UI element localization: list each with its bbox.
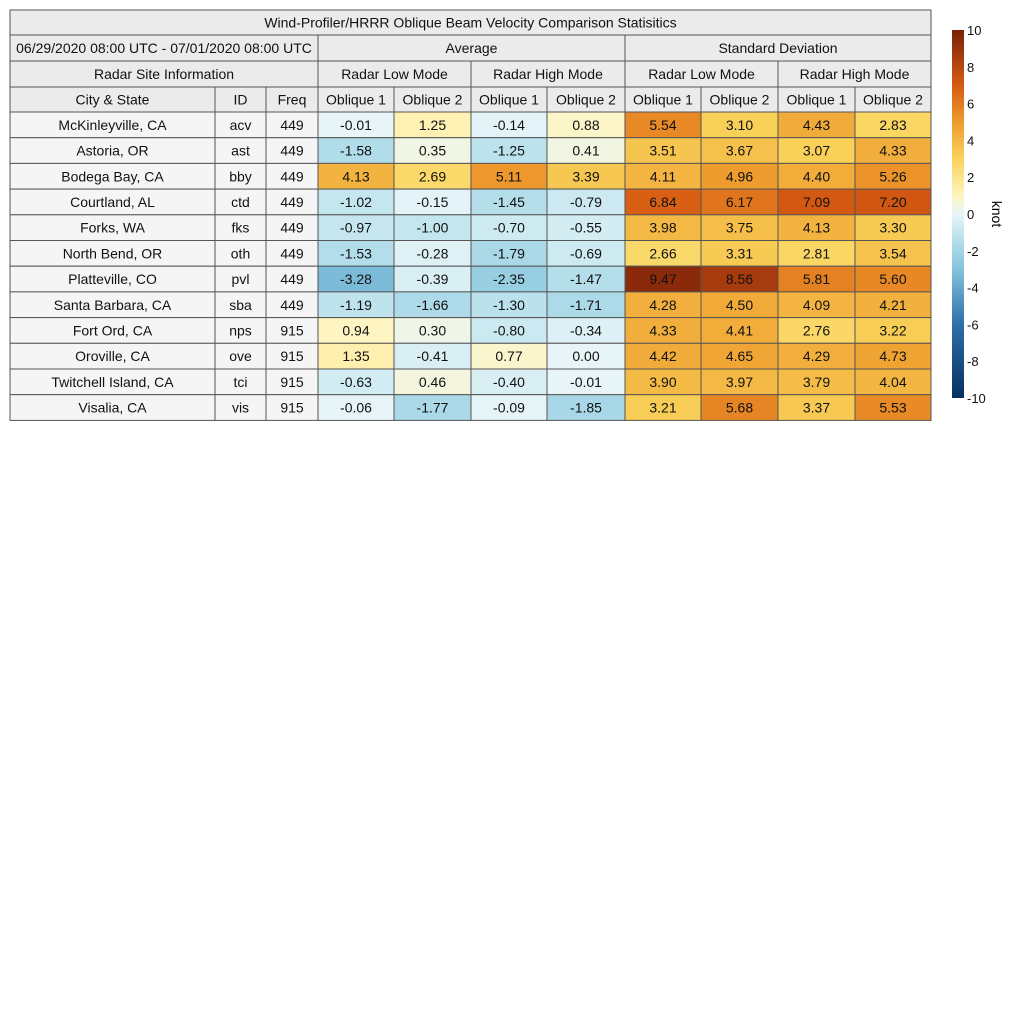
value-sba-2: -1.30 — [493, 296, 525, 313]
site-freq: 449 — [280, 193, 304, 210]
value-acv-3: 0.88 — [572, 116, 600, 133]
value-vis-2: -0.09 — [493, 399, 525, 416]
value-bby-1: 2.69 — [418, 168, 447, 185]
value-ctd-6: 7.09 — [802, 193, 831, 210]
value-ctd-3: -0.79 — [570, 193, 602, 210]
city-label: Courtland, AL — [70, 193, 155, 210]
avg-high-mode-header: Radar High Mode — [493, 66, 603, 82]
value-ove-0: 1.35 — [342, 348, 370, 365]
value-bby-4: 4.11 — [649, 168, 677, 185]
column-header-9: Oblique 1 — [786, 91, 847, 108]
colorbar-tick: 6 — [967, 96, 975, 112]
value-sba-5: 4.50 — [725, 296, 754, 313]
site-id: fks — [231, 219, 250, 236]
value-nps-4: 4.33 — [649, 322, 677, 339]
site-id: pvl — [231, 271, 250, 288]
colorbar — [940, 20, 1020, 405]
colorbar-tick: -4 — [967, 280, 979, 296]
value-ove-6: 4.29 — [802, 348, 831, 365]
value-vis-7: 5.53 — [879, 399, 907, 416]
value-nps-5: 4.41 — [725, 322, 754, 339]
city-label: Forks, WA — [80, 219, 145, 236]
column-header-5: Oblique 1 — [479, 91, 539, 108]
period-label: 06/29/2020 08:00 UTC - 07/01/2020 08:00 UTC — [16, 40, 312, 56]
value-ove-1: -0.41 — [416, 348, 449, 365]
site-id: ove — [229, 348, 252, 365]
average-header: Average — [445, 40, 498, 56]
value-ove-2: 0.77 — [495, 348, 523, 365]
site-id: acv — [229, 116, 252, 133]
value-acv-0: -0.01 — [340, 116, 372, 133]
value-ast-0: -1.58 — [340, 142, 372, 159]
value-tci-0: -0.63 — [340, 373, 372, 390]
city-label: McKinleyville, CA — [58, 116, 167, 133]
value-acv-5: 3.10 — [725, 116, 754, 133]
value-pvl-4: 9.47 — [649, 271, 677, 288]
column-header-7: Oblique 1 — [633, 91, 693, 108]
value-tci-1: 0.46 — [418, 373, 447, 390]
value-fks-2: -0.70 — [493, 219, 525, 236]
value-oth-7: 3.54 — [879, 245, 907, 262]
value-tci-7: 4.04 — [879, 373, 907, 390]
site-id: vis — [231, 399, 250, 416]
value-vis-1: -1.77 — [416, 399, 449, 416]
site-freq: 915 — [280, 322, 304, 339]
value-pvl-3: -1.47 — [570, 271, 602, 288]
value-nps-7: 3.22 — [879, 322, 907, 339]
value-ast-4: 3.51 — [649, 142, 677, 159]
value-acv-7: 2.83 — [879, 116, 907, 133]
value-bby-2: 5.11 — [495, 168, 523, 185]
std-low-mode-header: Radar Low Mode — [648, 66, 755, 82]
value-ove-7: 4.73 — [879, 348, 907, 365]
value-pvl-1: -0.39 — [416, 271, 449, 288]
value-vis-3: -1.85 — [570, 399, 602, 416]
value-sba-3: -1.71 — [570, 296, 602, 313]
value-tci-2: -0.40 — [493, 373, 525, 390]
value-sba-6: 4.09 — [802, 296, 831, 313]
value-acv-6: 4.43 — [802, 116, 831, 133]
value-ctd-1: -0.15 — [416, 193, 449, 210]
site-freq: 449 — [280, 168, 304, 185]
value-ctd-5: 6.17 — [725, 193, 754, 210]
value-vis-0: -0.06 — [340, 399, 372, 416]
value-ove-5: 4.65 — [725, 348, 754, 365]
value-oth-4: 2.66 — [649, 245, 677, 262]
value-ctd-0: -1.02 — [340, 193, 372, 210]
value-bby-7: 5.26 — [879, 168, 907, 185]
column-header-4: Oblique 2 — [402, 91, 463, 108]
value-bby-0: 4.13 — [342, 168, 370, 185]
city-label: Platteville, CO — [68, 271, 157, 288]
site-id: tci — [233, 373, 248, 390]
value-ast-1: 0.35 — [418, 142, 447, 159]
value-vis-5: 5.68 — [725, 399, 754, 416]
value-pvl-6: 5.81 — [802, 271, 831, 288]
city-label: North Bend, OR — [62, 245, 163, 262]
value-pvl-0: -3.28 — [340, 271, 372, 288]
site-id: bby — [229, 168, 252, 185]
column-header-0: City & State — [75, 91, 150, 108]
avg-low-mode-header: Radar Low Mode — [341, 66, 448, 82]
value-ove-4: 4.42 — [649, 348, 677, 365]
value-ove-3: 0.00 — [572, 348, 600, 365]
city-label: Oroville, CA — [75, 348, 150, 365]
value-ast-2: -1.25 — [493, 142, 525, 159]
value-nps-0: 0.94 — [342, 322, 370, 339]
site-id: oth — [230, 245, 251, 262]
column-header-3: Oblique 1 — [326, 91, 386, 108]
city-label: Twitchell Island, CA — [51, 373, 174, 390]
statistics-table — [0, 0, 935, 425]
site-freq: 915 — [280, 399, 304, 416]
colorbar-tick: -10 — [967, 391, 986, 405]
site-freq: 449 — [280, 219, 304, 236]
city-label: Fort Ord, CA — [72, 322, 153, 339]
value-tci-4: 3.90 — [649, 373, 677, 390]
value-pvl-5: 8.56 — [725, 271, 754, 288]
value-ast-6: 3.07 — [802, 142, 831, 159]
value-oth-5: 3.31 — [725, 245, 754, 262]
value-oth-1: -0.28 — [416, 245, 449, 262]
column-header-2: Freq — [277, 91, 307, 108]
city-label: Santa Barbara, CA — [53, 296, 172, 313]
value-tci-5: 3.97 — [725, 373, 754, 390]
value-nps-3: -0.34 — [570, 322, 602, 339]
value-fks-3: -0.55 — [570, 219, 602, 236]
colorbar-label: knot — [989, 200, 1005, 228]
value-bby-5: 4.96 — [725, 168, 754, 185]
value-acv-4: 5.54 — [649, 116, 677, 133]
column-header-1: ID — [233, 91, 248, 108]
colorbar-tick: 2 — [967, 170, 975, 186]
value-oth-0: -1.53 — [340, 245, 372, 262]
value-tci-6: 3.79 — [802, 373, 831, 390]
value-nps-2: -0.80 — [493, 322, 525, 339]
value-acv-2: -0.14 — [493, 116, 525, 133]
site-id: ast — [231, 142, 250, 159]
city-label: Visalia, CA — [78, 399, 147, 416]
value-tci-3: -0.01 — [570, 373, 602, 390]
site-id: nps — [229, 322, 252, 339]
value-sba-4: 4.28 — [649, 296, 677, 313]
value-ctd-4: 6.84 — [649, 193, 677, 210]
site-freq: 915 — [280, 348, 304, 365]
value-ast-5: 3.67 — [725, 142, 754, 159]
value-oth-2: -1.79 — [493, 245, 525, 262]
city-label: Astoria, OR — [76, 142, 149, 159]
colorbar-tick: 8 — [967, 59, 975, 75]
site-freq: 449 — [280, 245, 304, 262]
value-sba-1: -1.66 — [416, 296, 449, 313]
colorbar-tick: 4 — [967, 133, 975, 149]
value-nps-6: 2.76 — [802, 322, 831, 339]
value-ctd-7: 7.20 — [879, 193, 907, 210]
site-id: sba — [229, 296, 252, 313]
value-vis-6: 3.37 — [802, 399, 831, 416]
value-sba-7: 4.21 — [879, 296, 907, 313]
value-fks-6: 4.13 — [802, 219, 831, 236]
site-freq: 449 — [280, 296, 304, 313]
site-id: ctd — [231, 193, 250, 210]
value-bby-3: 3.39 — [572, 168, 600, 185]
value-sba-0: -1.19 — [340, 296, 372, 313]
value-ast-3: 0.41 — [572, 142, 600, 159]
colorbar-gradient — [952, 30, 964, 398]
value-fks-4: 3.98 — [649, 219, 677, 236]
value-fks-1: -1.00 — [416, 219, 449, 236]
std-header: Standard Deviation — [718, 40, 838, 56]
column-header-8: Oblique 2 — [709, 91, 770, 108]
colorbar-tick: 0 — [967, 207, 975, 222]
city-label: Bodega Bay, CA — [61, 168, 164, 185]
column-header-6: Oblique 2 — [556, 91, 616, 108]
site-freq: 449 — [280, 271, 304, 288]
value-acv-1: 1.25 — [418, 116, 447, 133]
site-freq: 449 — [280, 116, 304, 133]
column-header-10: Oblique 2 — [863, 91, 923, 108]
value-vis-4: 3.21 — [649, 399, 677, 416]
colorbar-tick: 10 — [967, 23, 982, 38]
value-bby-6: 4.40 — [802, 168, 831, 185]
site-freq: 449 — [280, 142, 304, 159]
table-title: Wind-Profiler/HRRR Oblique Beam Velocity Comparison Statisitics — [264, 14, 677, 31]
value-ctd-2: -1.45 — [493, 193, 525, 210]
value-fks-5: 3.75 — [725, 219, 754, 236]
value-pvl-2: -2.35 — [493, 271, 525, 288]
colorbar-tick: -2 — [967, 243, 979, 259]
site-freq: 915 — [280, 373, 304, 390]
value-oth-6: 2.81 — [802, 245, 831, 262]
site-info-header: Radar Site Information — [93, 66, 235, 82]
colorbar-tick: -6 — [967, 317, 979, 333]
colorbar-tick: -8 — [967, 354, 979, 370]
std-high-mode-header: Radar High Mode — [799, 66, 910, 82]
value-nps-1: 0.30 — [418, 322, 447, 339]
value-fks-7: 3.30 — [879, 219, 907, 236]
value-pvl-7: 5.60 — [879, 271, 907, 288]
value-fks-0: -0.97 — [340, 219, 372, 236]
value-ast-7: 4.33 — [879, 142, 907, 159]
value-oth-3: -0.69 — [570, 245, 602, 262]
